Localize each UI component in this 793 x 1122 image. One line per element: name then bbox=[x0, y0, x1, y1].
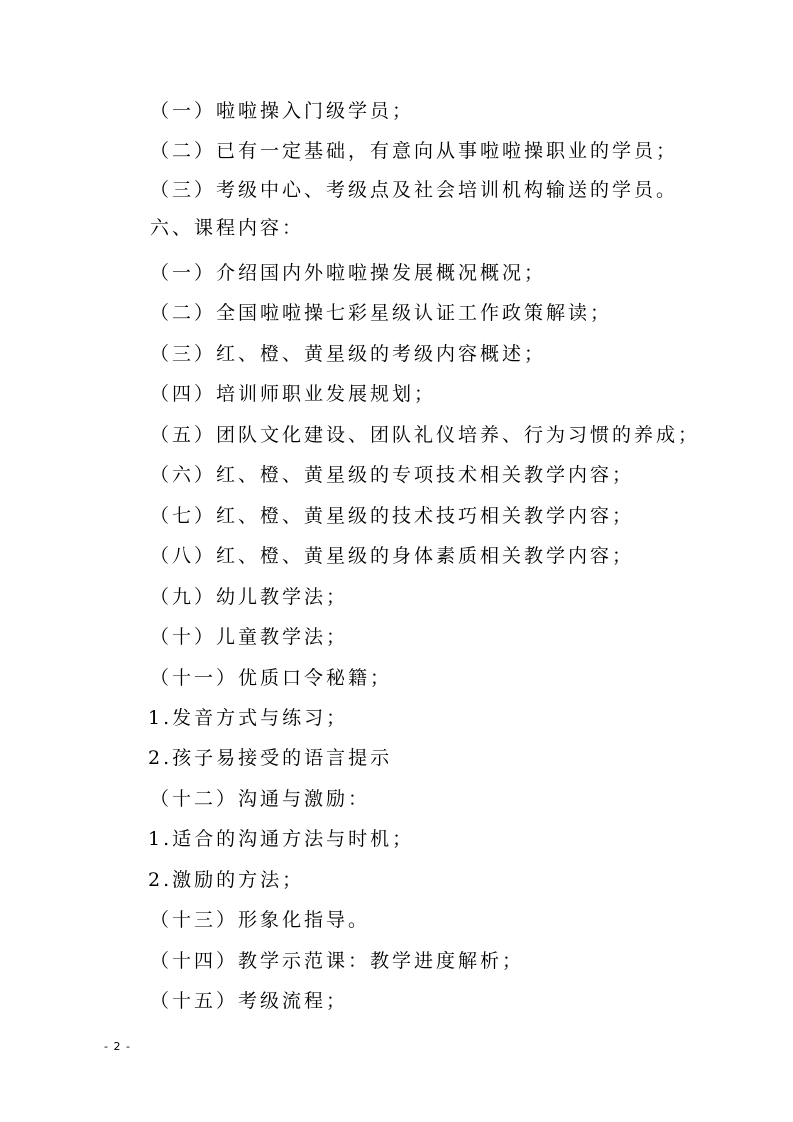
course-item-6: （六）红、橙、黄星级的专项技术相关教学内容； bbox=[150, 464, 635, 486]
course-item-11: （十一）优质口令秘籍； bbox=[150, 667, 393, 689]
audience-item-1: （一）啦啦操入门级学员； bbox=[150, 100, 415, 122]
course-item-14: （十四）教学示范课：教学进度解析； bbox=[150, 950, 525, 972]
audience-item-2: （二）已有一定基础，有意向从事啦啦操职业的学员； bbox=[150, 140, 679, 162]
course-subitem-12-1: 1.适合的沟通方法与时机； bbox=[148, 828, 415, 850]
course-item-4: （四）培训师职业发展规划； bbox=[150, 383, 437, 405]
course-item-1: （一）介绍国内外啦啦操发展概况概况； bbox=[150, 262, 547, 284]
course-item-10: （十）儿童教学法； bbox=[150, 626, 349, 648]
course-item-2: （二）全国啦啦操七彩星级认证工作政策解读； bbox=[150, 302, 613, 324]
course-item-15: （十五）考级流程； bbox=[150, 990, 349, 1012]
section-heading-course-content: 六、课程内容： bbox=[150, 217, 305, 239]
course-subitem-11-2: 2.孩子易接受的语言提示 bbox=[148, 747, 393, 769]
course-item-8: （八）红、橙、黄星级的身体素质相关教学内容； bbox=[150, 545, 635, 567]
course-item-3: （三）红、橙、黄星级的考级内容概述； bbox=[150, 343, 547, 365]
course-item-7: （七）红、橙、黄星级的技术技巧相关教学内容； bbox=[150, 505, 635, 527]
course-item-12: （十二）沟通与激励： bbox=[150, 788, 371, 810]
page-number: - 2 - bbox=[104, 1040, 131, 1053]
audience-item-3: （三）考级中心、考级点及社会培训机构输送的学员。 bbox=[150, 179, 679, 201]
course-item-9: （九）幼儿教学法； bbox=[150, 586, 349, 608]
course-item-13: （十三）形象化指导。 bbox=[150, 909, 371, 931]
course-subitem-12-2: 2.激励的方法； bbox=[148, 869, 305, 891]
course-subitem-11-1: 1.发音方式与练习； bbox=[148, 707, 349, 729]
course-item-5: （五）团队文化建设、团队礼仪培养、行为习惯的养成； bbox=[150, 424, 701, 446]
